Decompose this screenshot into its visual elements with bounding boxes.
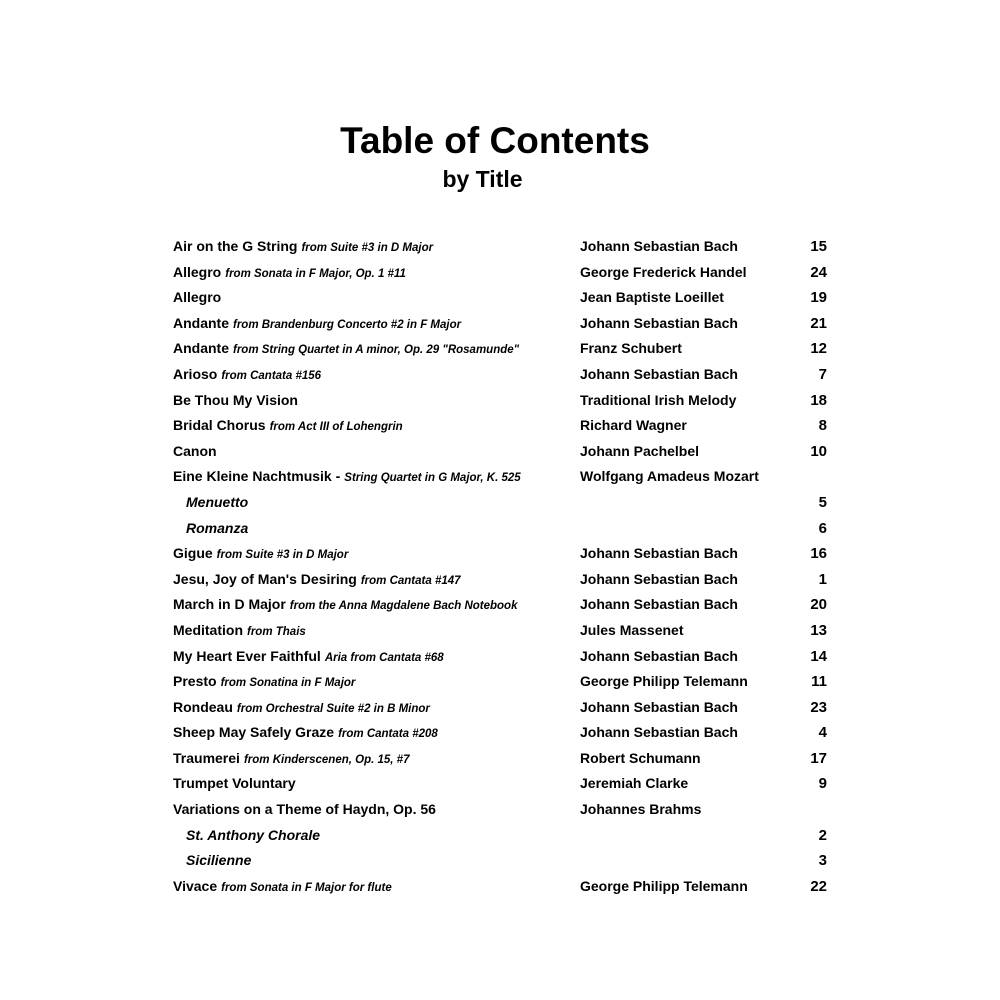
toc-entry [173,771,833,797]
toc-entry-composer: Franz Schubert [580,340,682,357]
page-subtitle: by Title [442,166,523,192]
toc-entry-title-cell [173,413,403,441]
toc-entry-title-cell [173,618,306,646]
toc-entry [173,260,833,286]
toc-list [173,234,833,899]
toc-entry-title-cell [173,567,461,595]
toc-entry-composer: Johann Sebastian Bach [580,545,738,562]
toc-entry [173,439,833,465]
toc-entry-title: Meditation [173,621,243,638]
toc-entry-source: from Sonata in F Major for flute [221,881,392,894]
toc-entry-title-cell [173,285,221,311]
toc-entry [173,541,833,567]
toc-entry-page: 18 [810,391,827,409]
toc-entry-title: Andante [173,340,229,357]
toc-entry-title-cell [186,490,248,516]
toc-entry-title-cell [173,669,355,697]
toc-entry-composer: Jeremiah Clarke [580,775,689,792]
toc-entry-source: from Cantata #156 [221,369,322,382]
toc-entry-title: Bridal Chorus [173,417,266,434]
toc-entry-source: from String Quartet in A minor, Op. 29 "Rosamunde" [233,344,520,357]
toc-entry-source: from Kinderscenen, Op. 15, #7 [243,753,410,766]
toc-entry [173,848,833,874]
toc-entry [173,720,833,746]
toc-entry-page: 10 [810,442,827,460]
toc-entry-page: 24 [810,263,827,281]
toc-entry-title-cell [186,848,251,874]
toc-entry-title-cell [173,874,392,902]
toc-entry-title: St. Anthony Chorale [186,826,321,843]
toc-entry-title: Jesu, Joy of Man's Desiring [173,570,357,587]
toc-entry-page: 17 [810,749,827,767]
toc-entry-title: Variations on a Theme of Haydn, Op. 56 [173,801,436,818]
toc-entry-page: 3 [818,852,827,870]
toc-entry-composer: George Philipp Telemann [580,673,748,690]
toc-entry-title-cell [173,592,517,620]
toc-entry-source: from Act III of Lohengrin [269,421,403,434]
toc-entry-title-cell [173,336,519,364]
toc-entry [173,490,833,516]
toc-entry-title-cell [173,695,430,723]
toc-entry-source: from Sonatina in F Major [220,677,356,690]
toc-entry-page: 8 [818,417,827,435]
toc-entry [173,388,833,414]
toc-entry-title: Sicilienne [186,852,252,869]
toc-entry-title: My Heart Ever Faithful [173,647,321,664]
toc-entry-page: 22 [810,877,827,895]
toc-entry-composer: Robert Schumann [580,749,701,766]
toc-entry-source: String Quartet in G Major, K. 525 [344,472,521,485]
toc-entry-title: Allegro [173,263,222,280]
toc-entry-source: from Thais [247,625,306,638]
toc-entry-composer: Jules Massenet [580,621,684,638]
toc-entry-page: 15 [810,238,827,255]
toc-entry-page: 9 [818,775,827,793]
toc-entry-source: from the Anna Magdalene Bach Notebook [289,600,518,613]
toc-entry [173,746,833,772]
toc-entry-title-cell [173,260,406,288]
toc-entry-page: 4 [818,724,827,742]
toc-entry-composer: Richard Wagner [580,417,687,434]
toc-entry-title-cell [186,823,320,849]
toc-entry [173,516,833,542]
toc-entry-source: from Cantata #208 [338,728,438,741]
toc-entry-page: 11 [811,673,827,691]
toc-entry [173,618,833,644]
toc-entry-title: Menuetto [186,493,249,510]
toc-entry [173,823,833,849]
toc-entry-title-cell [173,720,438,748]
toc-entry [173,695,833,721]
toc-entry-composer: Wolfgang Amadeus Mozart [580,468,759,485]
toc-entry-composer: Jean Baptiste Loeillet [580,289,724,306]
toc-entry-title: Rondeau [173,698,233,715]
toc-entry-page: 19 [810,289,827,307]
toc-entry-title: Gigue [173,545,213,562]
page-title: Table of Contents [340,120,650,161]
toc-entry-page: 5 [818,493,827,511]
toc-entry-source: from Suite #3 in D Major [216,549,349,562]
toc-entry [173,874,833,900]
toc-entry-title: Air on the G String [173,238,298,254]
toc-entry-title-cell [173,771,296,797]
toc-entry-title-cell [173,644,444,672]
toc-entry [173,362,833,388]
toc-entry-title-cell [173,388,298,414]
toc-entry-title: Trumpet Voluntary [173,775,296,792]
toc-entry [173,669,833,695]
toc-entry-composer: Johann Sebastian Bach [580,570,738,587]
toc-entry [173,336,833,362]
toc-entry-source: from Suite #3 in D Major [301,242,434,254]
toc-entry [173,311,833,337]
toc-entry-source: from Orchestral Suite #2 in B Minor [236,702,430,715]
toc-entry [173,592,833,618]
toc-entry-title: Traumerei [173,749,240,766]
toc-entry-title: Canon [173,442,217,459]
toc-entry-page: 7 [818,365,827,383]
toc-entry-title: Eine Kleine Nachtmusik - [173,468,341,485]
toc-entry-page: 21 [810,314,827,332]
toc-entry-composer: George Frederick Handel [580,263,747,280]
toc-entry-title-cell [173,439,217,465]
toc-entry-title-cell [173,746,409,774]
toc-entry-page: 14 [810,647,827,665]
toc-entry [173,413,833,439]
toc-entry-page: 12 [810,340,827,358]
toc-entry-page: 23 [810,698,827,716]
toc-entry-page: 20 [810,596,827,614]
toc-entry-composer: Johann Sebastian Bach [580,724,738,741]
toc-entry-title: Romanza [186,519,249,536]
toc-entry-title-cell [173,797,436,823]
toc-entry-composer: Johann Sebastian Bach [580,365,738,382]
toc-entry-page: 16 [810,545,827,563]
toc-entry-title: Presto [173,673,217,690]
toc-entry-source: from Cantata #147 [360,574,461,587]
toc-entry-title: Sheep May Safely Graze [173,724,335,741]
toc-entry [173,567,833,593]
toc-entry-page: 2 [818,826,827,844]
toc-entry-composer: Johann Sebastian Bach [580,238,738,254]
toc-entry-composer: Johann Sebastian Bach [580,698,738,715]
toc-entry-source: from Brandenburg Concerto #2 in F Major [233,318,462,331]
toc-entry-title: March in D Major [173,596,286,613]
toc-entry [173,797,833,823]
toc-entry-title: Allegro [173,289,222,306]
toc-entry-composer: Johannes Brahms [580,801,702,818]
toc-entry [173,285,833,311]
toc-entry-title: Andante [173,314,229,331]
toc-entry-title-cell [173,464,521,492]
toc-entry [173,644,833,670]
toc-entry-composer: Johann Sebastian Bach [580,596,738,613]
toc-entry-composer: Johann Sebastian Bach [580,647,738,664]
toc-entry-composer: Johann Pachelbel [580,442,700,459]
toc-entry-source: from Sonata in F Major, Op. 1 #11 [225,267,406,280]
toc-entry-page: 6 [818,519,827,537]
toc-entry [173,464,833,490]
toc-entry-page: 13 [810,621,827,639]
toc-entry-title-cell [173,541,348,569]
toc-entry-title: Be Thou My Vision [173,391,298,408]
toc-entry-title: Vivace [173,877,218,894]
toc-entry-page: 1 [818,570,827,588]
toc-entry-composer: George Philipp Telemann [580,877,748,894]
toc-entry-title: Arioso [173,365,218,382]
toc-entry-title-cell [186,516,248,542]
toc-entry [173,234,833,260]
toc-entry-title-cell [173,234,433,262]
toc-entry-composer: Johann Sebastian Bach [580,314,738,331]
toc-entry-title-cell [173,362,321,390]
toc-entry-source: Aria from Cantata #68 [324,651,444,664]
toc-entry-title-cell [173,311,461,339]
toc-entry-composer: Traditional Irish Melody [580,391,737,408]
